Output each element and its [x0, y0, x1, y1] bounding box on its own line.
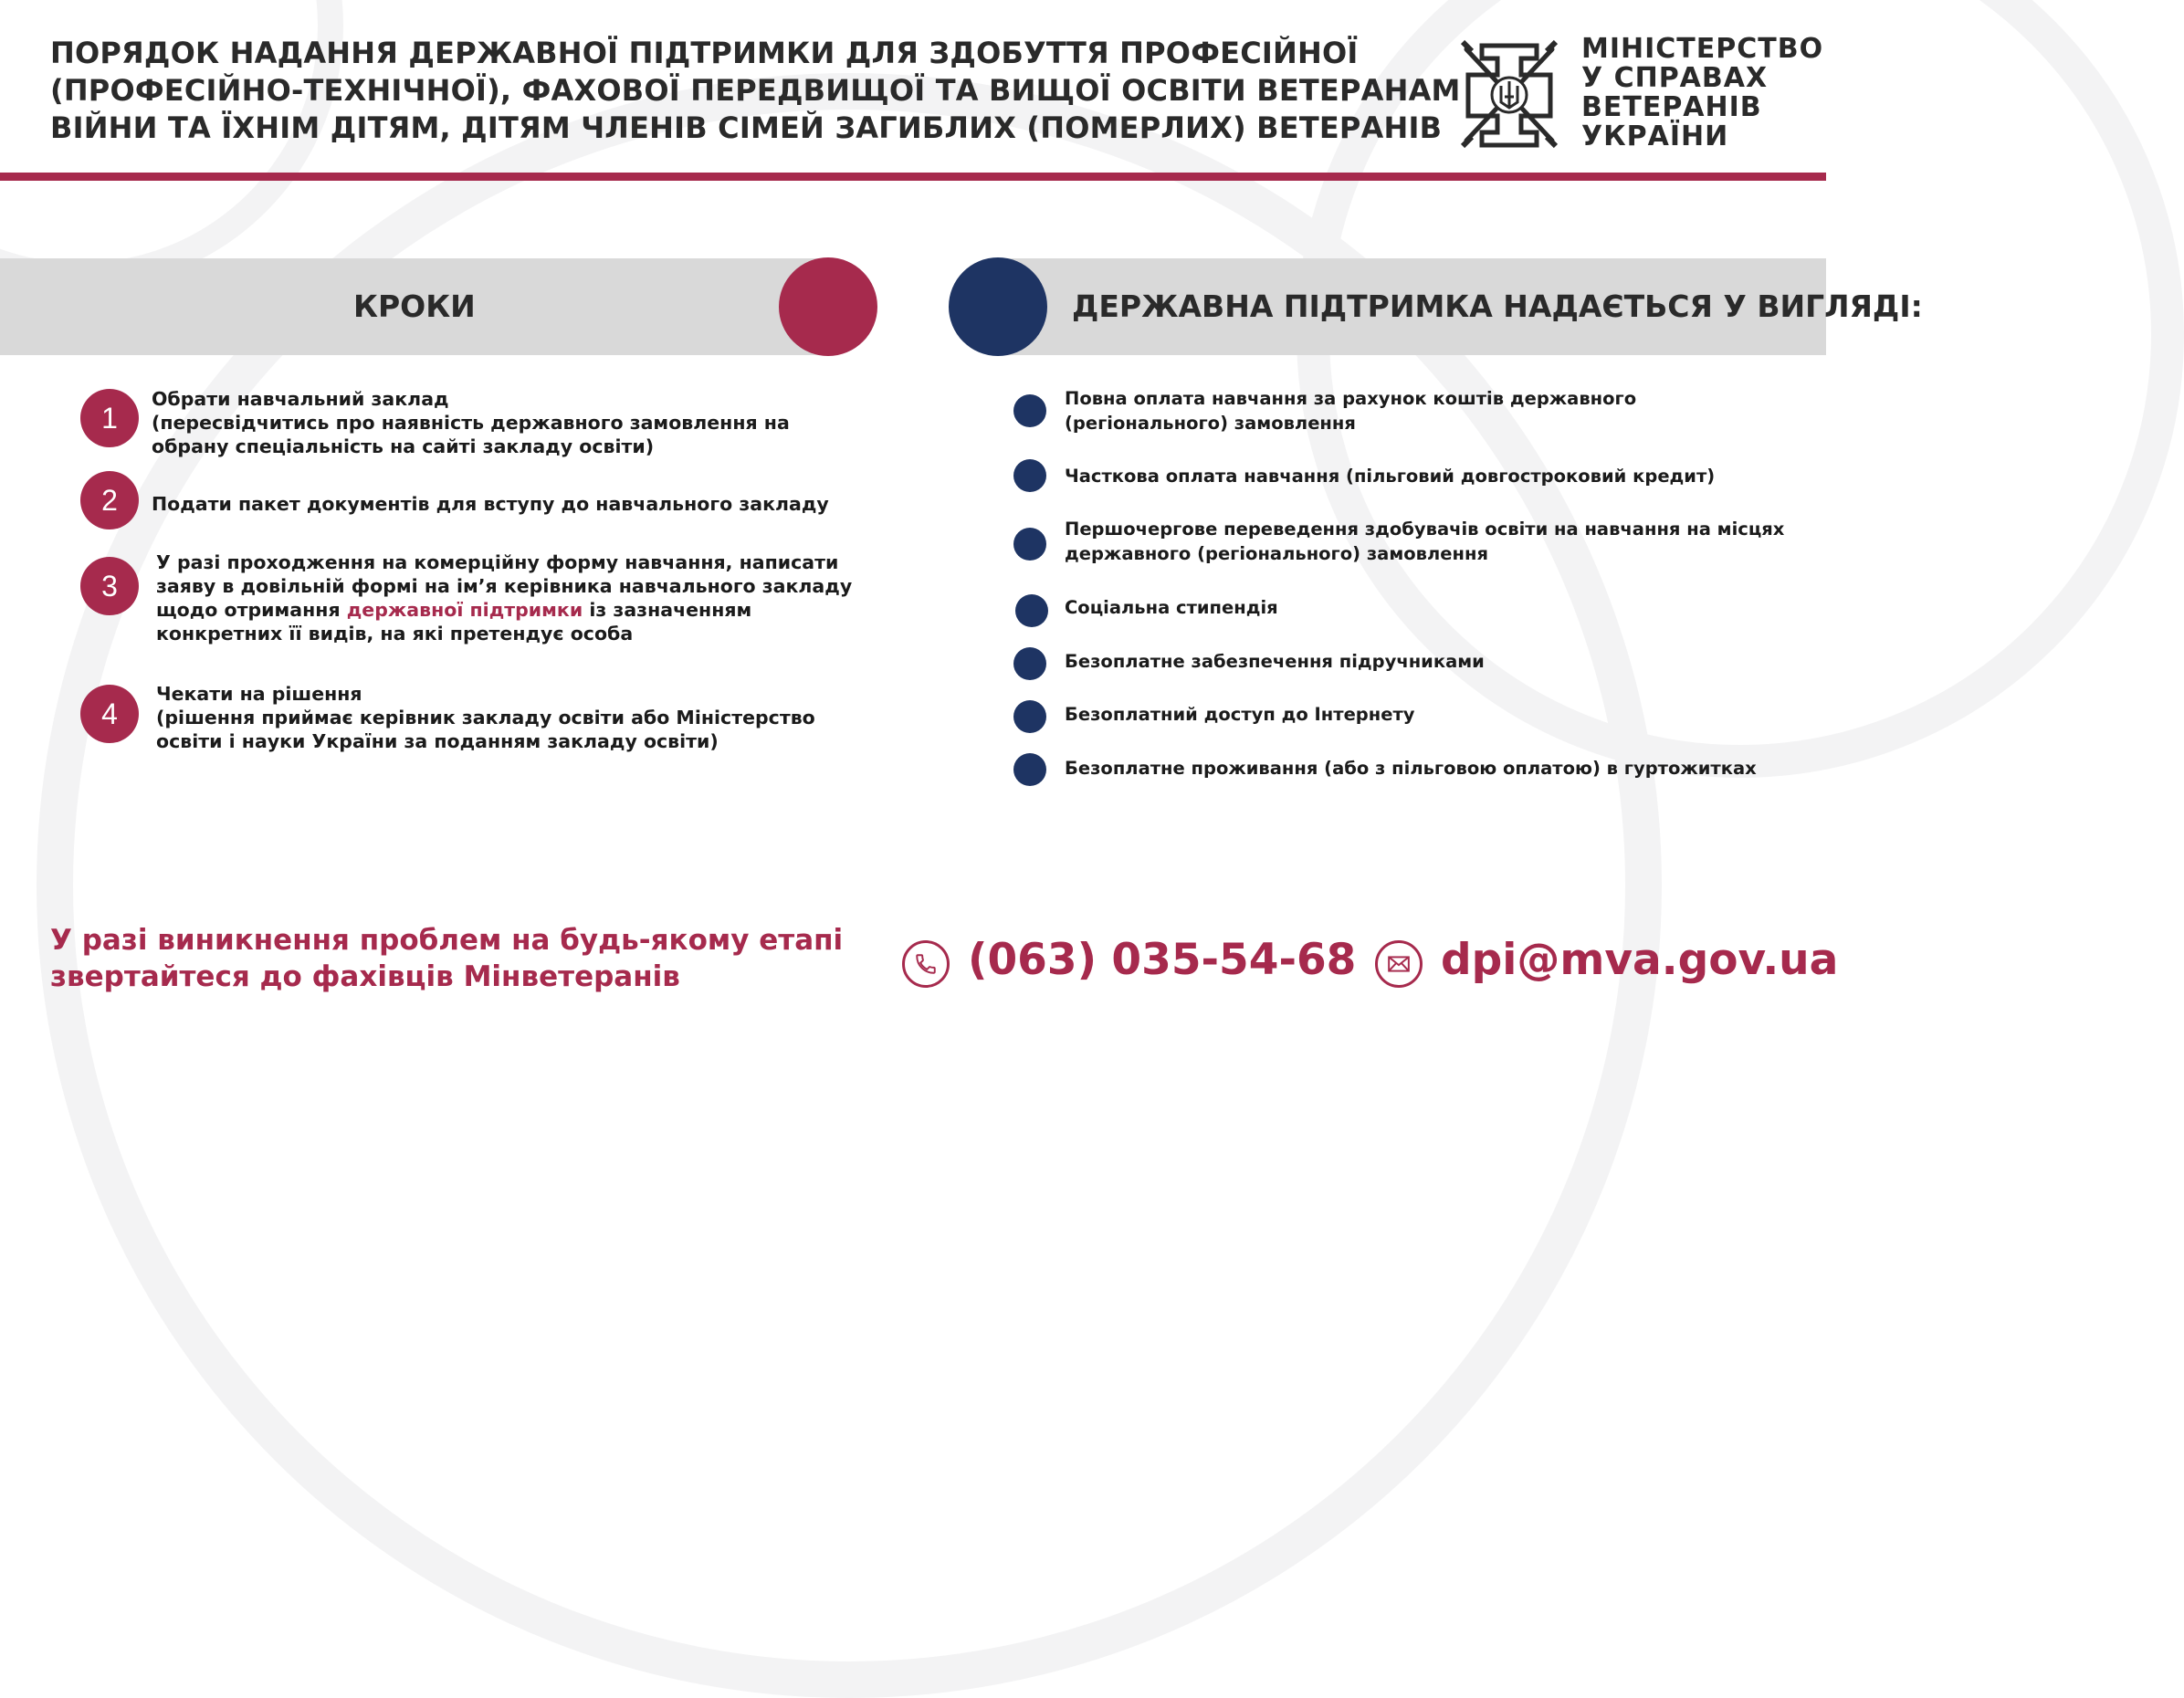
step-text-line: освіти і науки України за поданням закладу освіти): [156, 730, 719, 752]
support-item-line: Безоплатне проживання (або з пільговою оплатою) в гуртожитках: [1065, 758, 1757, 779]
help-note: [50, 922, 843, 995]
step-number-badge: 4: [80, 685, 139, 743]
support-item: [1065, 595, 1278, 620]
step-number-badge: 3: [80, 557, 139, 615]
step-text-line: Подати пакет документів для вступу до навчального закладу: [152, 493, 829, 515]
steps-heading: КРОКИ: [353, 288, 476, 324]
ministry-name-line: УКРАЇНИ: [1581, 121, 1729, 152]
step-text-line: обрану спеціальність на сайті закладу освіти): [152, 435, 655, 457]
state-support-highlight: державної підтримки: [346, 599, 583, 621]
support-item: [1065, 702, 1414, 727]
support-item: [1065, 464, 1715, 488]
support-bullet: [1013, 700, 1046, 733]
support-header-circle: [949, 257, 1047, 356]
support-bullet: [1013, 528, 1046, 561]
support-item-line: Часткова оплата навчання (пільговий довгостроковий кредит): [1065, 466, 1716, 487]
step-number-badge: 1: [80, 389, 139, 447]
step-text-line: [156, 598, 852, 622]
step-4-text: [156, 682, 815, 753]
support-bullet: [1013, 394, 1046, 427]
step-text-line: Обрати навчальний заклад: [152, 388, 449, 410]
page-title-line: (ПРОФЕСІЙНО-ТЕХНІЧНОЇ), ФАХОВОЇ ПЕРЕДВИЩОЇ ТА ВИЩОЇ ОСВІТИ ВЕТЕРАНАМ: [50, 73, 1461, 108]
support-item-line: державного (регіонального) замовлення: [1065, 543, 1488, 564]
support-item: [1065, 756, 1757, 781]
support-item-line: Безоплатний доступ до Інтернету: [1065, 704, 1415, 725]
help-note-line: У разі виникнення проблем на будь-якому етапі: [50, 924, 844, 957]
step-2-text: [152, 492, 829, 516]
step-text-line: конкретних її видів, на які претендує особа: [156, 623, 634, 645]
support-item: [1065, 517, 1784, 566]
step-text-fragment: щодо отримання: [156, 599, 347, 621]
support-heading: ДЕРЖАВНА ПІДТРИМКА НАДАЄТЬСЯ У ВИГЛЯДІ:: [1072, 288, 1923, 324]
step-text-line: (пересвідчитись про наявність державного замовлення на: [152, 412, 790, 434]
support-bullet: [1013, 459, 1046, 492]
support-item: [1065, 386, 1636, 435]
contact-email-link[interactable]: dpi@mva.gov.ua: [1441, 935, 1839, 985]
page-title-line: ВІЙНИ ТА ЇХНІМ ДІТЯМ, ДІТЯМ ЧЛЕНІВ СІМЕЙ ЗАГИБЛИХ (ПОМЕРЛИХ) ВЕТЕРАНІВ: [50, 110, 1443, 145]
support-bullet: [1013, 753, 1046, 786]
step-text-line: заяву в довільній формі на ім’я керівника навчального закладу: [156, 575, 853, 597]
page-title-line: ПОРЯДОК НАДАННЯ ДЕРЖАВНОЇ ПІДТРИМКИ ДЛЯ ЗДОБУТТЯ ПРОФЕСІЙНОЇ: [50, 36, 1359, 70]
support-item-line: (регіонального) замовлення: [1065, 413, 1356, 434]
support-item-line: Соціальна стипендія: [1065, 597, 1278, 618]
ministry-emblem-logo: [1459, 38, 1559, 152]
step-number-badge: 2: [80, 471, 139, 529]
ministry-name-line: У СПРАВАХ: [1581, 62, 1769, 94]
support-bullet: [1013, 647, 1046, 680]
envelope-icon: [1375, 940, 1423, 988]
step-text-line: Чекати на рішення: [156, 683, 362, 705]
step-text-fragment: із зазначенням: [583, 599, 752, 621]
ministry-name: [1581, 35, 1823, 152]
page-title: [50, 35, 1461, 147]
step-text-line: У разі проходження на комерційну форму навчання, написати: [156, 551, 839, 573]
help-note-line: звертайтеся до фахівців Мінветеранів: [50, 960, 680, 993]
step-1-text: [152, 387, 790, 458]
hotline-phone-number[interactable]: (063) 035-54-68: [968, 935, 1357, 985]
header-divider: [0, 173, 1826, 181]
step-3-text: [156, 550, 852, 645]
ministry-name-line: ВЕТЕРАНІВ: [1581, 91, 1762, 123]
ministry-name-line: МІНІСТЕРСТВО: [1581, 33, 1824, 65]
step-text-line: (рішення приймає керівник закладу освіти або Міністерство: [156, 707, 815, 728]
support-bullet: [1015, 594, 1048, 627]
steps-header-circle: [779, 257, 877, 356]
support-item-line: Першочергове переведення здобувачів освіти на навчання на місцях: [1065, 519, 1785, 540]
phone-icon: [902, 940, 950, 988]
support-item-line: Безоплатне забезпечення підручниками: [1065, 651, 1485, 672]
support-item: [1065, 649, 1485, 674]
support-item-line: Повна оплата навчання за рахунок коштів державного: [1065, 388, 1637, 409]
